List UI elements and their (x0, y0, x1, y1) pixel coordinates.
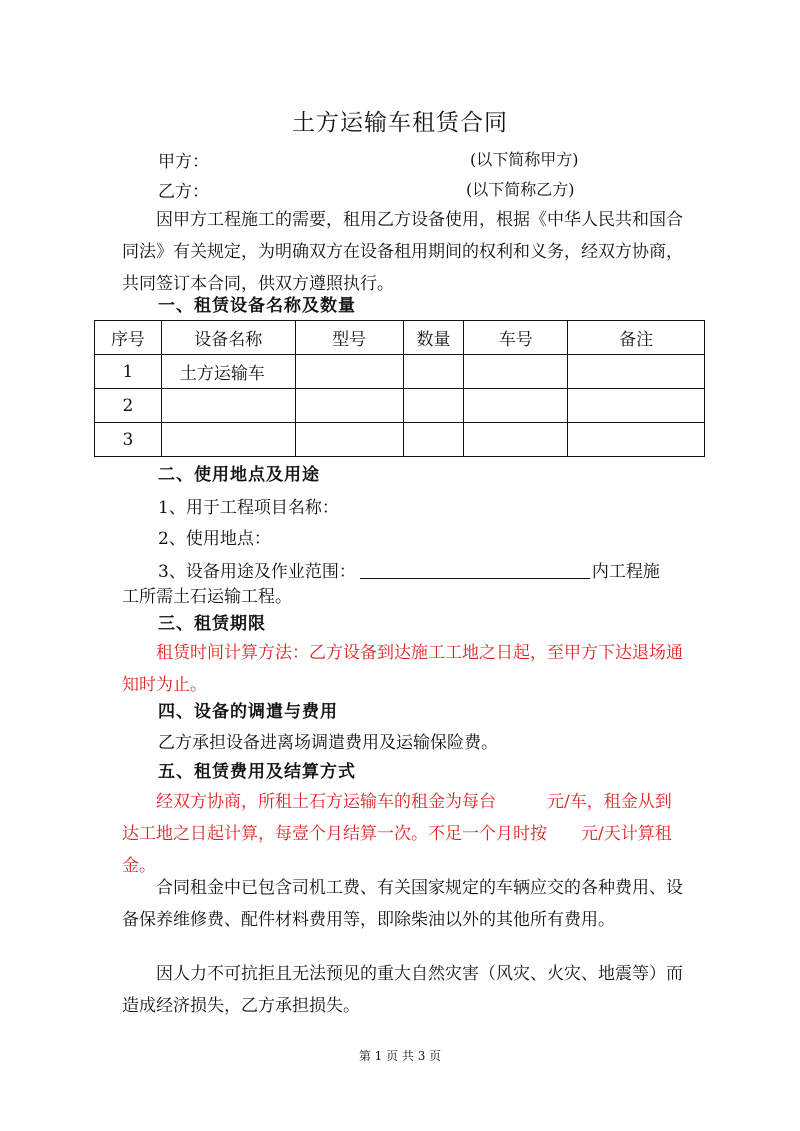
table-cell (568, 423, 705, 457)
section5-heading: 五、租赁费用及结算方式 (158, 762, 356, 782)
section4-heading: 四、设备的调遣与费用 (158, 702, 338, 722)
table-cell (464, 389, 568, 423)
table-cell (403, 389, 464, 423)
table-cell (161, 423, 295, 457)
section1-heading: 一、租赁设备名称及数量 (158, 296, 356, 316)
table-cell: 1 (95, 355, 162, 389)
table-header: 数量 (403, 321, 464, 355)
table-cell: 3 (95, 423, 162, 457)
party-b-label: 乙方： (158, 182, 209, 202)
table-cell (464, 423, 568, 457)
table-header: 型号 (295, 321, 403, 355)
table-row (95, 389, 705, 423)
section5-rent-text: 经双方协商，所租土石方运输车的租金为每台 元/车，租金从到达工地之日起计算，每壹个月结算一次。不足一个月时按 元/天计算租金。 (122, 792, 672, 876)
section2-item1: 1、用于工程项目名称： (158, 498, 339, 518)
party-b-note: (以下简称乙方) (466, 180, 575, 199)
section4-text: 乙方承担设备进离场调遣费用及运输保险费。 (158, 733, 498, 753)
table-cell: 土方运输车 (161, 355, 295, 389)
section2-item3-prefix: 3、设备用途及作业范围： (158, 562, 356, 582)
table-cell (295, 389, 403, 423)
table-cell (403, 423, 464, 457)
table-header: 序号 (95, 321, 162, 355)
party-a-label: 甲方： (158, 152, 209, 172)
table-cell (161, 389, 295, 423)
table-cell: 2 (95, 389, 162, 423)
equipment-table (94, 320, 705, 457)
table-cell (568, 355, 705, 389)
table-cell (568, 389, 705, 423)
table-row (95, 355, 705, 389)
table-cell (403, 355, 464, 389)
section3-text: 租赁时间计算方法：乙方设备到达施工工地之日起，至甲方下达退场通知时为止。 (122, 643, 683, 695)
document-title: 土方运输车租赁合同 (292, 110, 508, 136)
section2-item2: 2、使用地点： (158, 529, 271, 549)
scope-blank (360, 560, 590, 579)
section3-heading: 三、租赁期限 (158, 614, 266, 634)
table-cell (295, 355, 403, 389)
table-cell (464, 355, 568, 389)
table-header: 备注 (568, 321, 705, 355)
table-header: 车号 (464, 321, 568, 355)
party-a-note: (以下简称甲方) (470, 150, 579, 169)
table-row (95, 423, 705, 457)
section2-item3-cont: 工所需土石运输工程。 (122, 587, 292, 607)
table-header-row (95, 321, 705, 355)
intro-paragraph: 因甲方工程施工的需要，租用乙方设备使用，根据《中华人民共和国合同法》有关规定，为明确双方在设备租用期间的权利和义务，经双方协商，共同签订本合同，供双方遵照执行。 (122, 210, 683, 294)
section2-item3-suffix: 内工程施 (591, 562, 660, 582)
table-cell (295, 423, 403, 457)
page-footer: 第 1 页 共 3 页 (358, 1049, 442, 1063)
section5-included-text: 合同租金中已包含司机工费、有关国家规定的车辆应交的各种费用、设备保养维修费、配件材料费用等，即除柴油以外的其他所有费用。 (122, 878, 683, 930)
table-header: 设备名称 (161, 321, 295, 355)
section2-heading: 二、使用地点及用途 (158, 465, 320, 485)
section2-item3 (158, 560, 660, 582)
section5-disaster-text: 因人力不可抗拒且无法预见的重大自然灾害（风灾、火灾、地震等）而造成经济损失，乙方承担损失。 (122, 964, 683, 1016)
